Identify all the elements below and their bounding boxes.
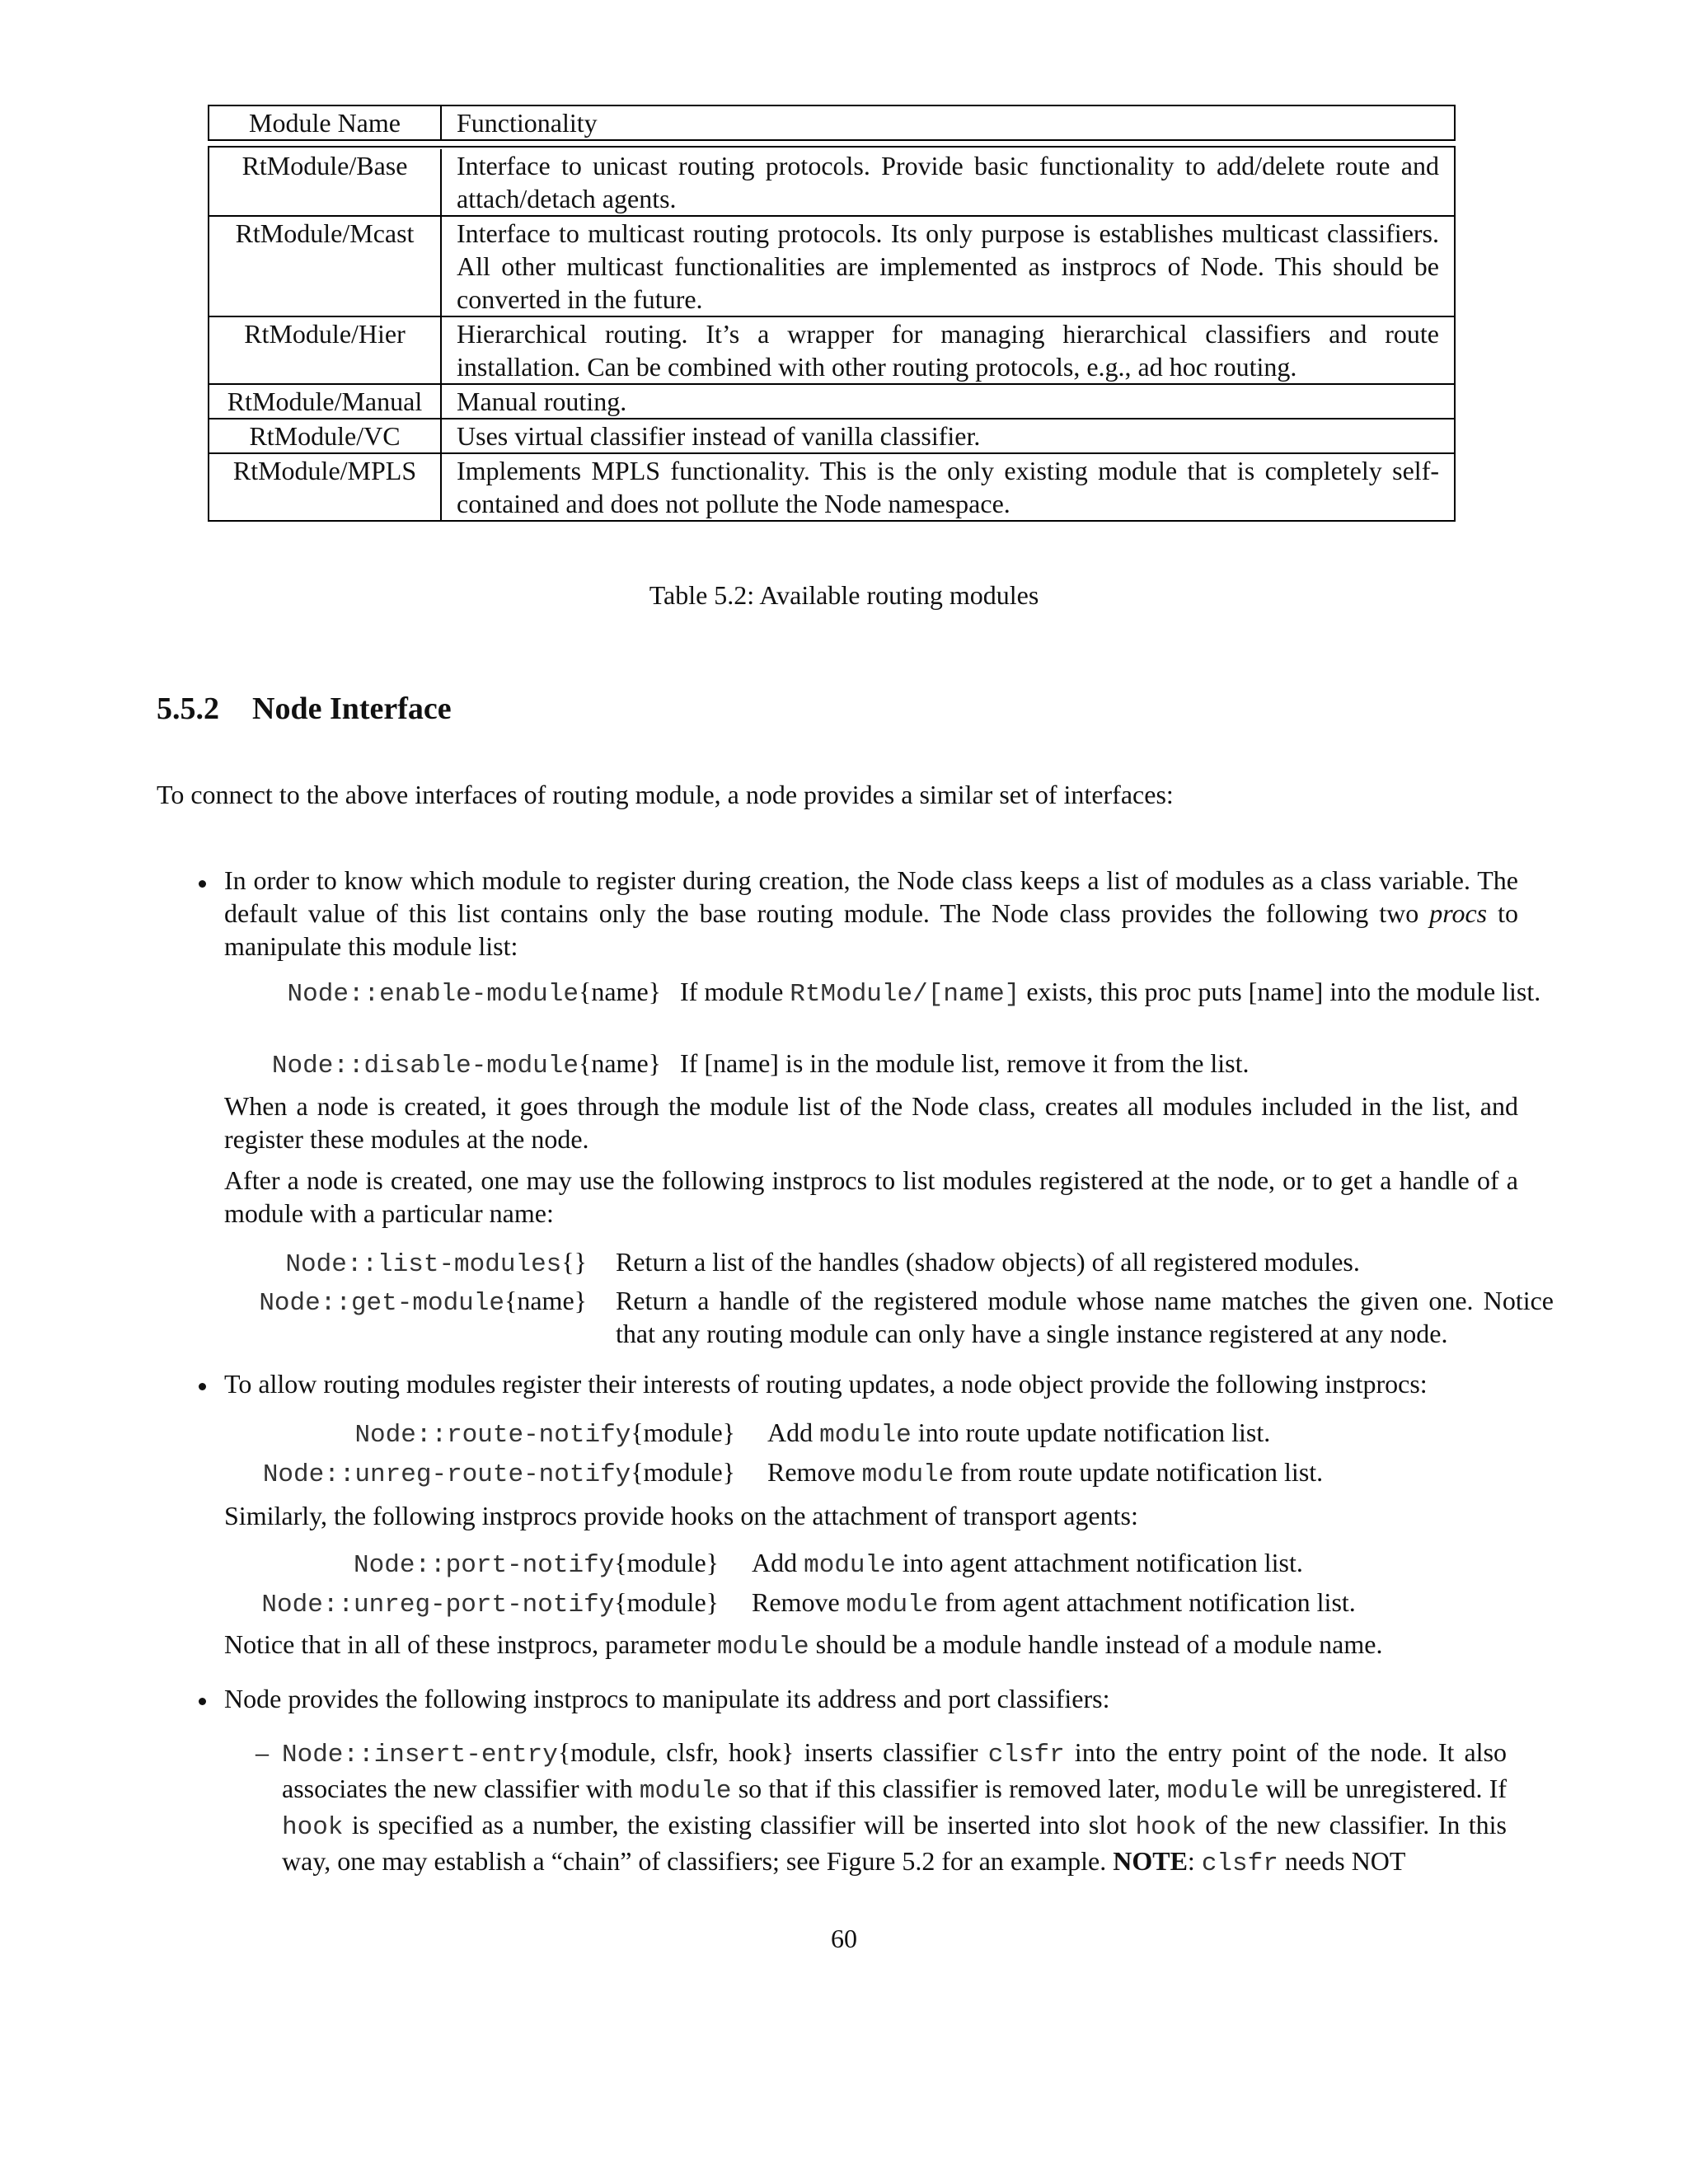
def-term (261, 1586, 719, 1622)
bullet2-paragraph-3 (224, 1628, 1518, 1664)
text-span: should be a module handle instead of a module name. (809, 1629, 1383, 1659)
def-term (263, 1455, 735, 1492)
page-number: 60 (831, 1924, 857, 1953)
table-row (208, 454, 1456, 522)
functionality-cell: Uses virtual classifier instead of vanilla classifier. (457, 421, 981, 451)
bullet-icon (199, 1383, 206, 1390)
def-term (354, 1546, 719, 1582)
def-description (752, 1586, 1551, 1622)
text-span: into the entry point of the node. It also associates the new classifier with (282, 1737, 1507, 1803)
def-description (680, 975, 1554, 1011)
code-text: Node::list-modules (285, 1250, 562, 1279)
code-text: Node::insert-entry (282, 1741, 558, 1769)
routing-modules-table (208, 105, 1456, 522)
bold-text: NOTE (1113, 1846, 1188, 1876)
table-row (208, 385, 1456, 419)
bullet-icon (199, 880, 206, 888)
text-span: exists, this proc puts [name] into the module list. (1020, 977, 1541, 1006)
def-description (767, 1455, 1550, 1492)
code-text: hook (1135, 1813, 1197, 1842)
table-header-row (208, 105, 1456, 141)
bullet3-paragraph: Node provides the following instprocs to manipulate its address and port classifiers: (224, 1684, 1110, 1713)
text-span: Add (767, 1418, 820, 1447)
text-span: Notice that in all of these instprocs, parameter (224, 1629, 718, 1659)
def-term (272, 1047, 661, 1083)
text-span: is specified as a number, the existing classifier will be inserted into slot (343, 1810, 1136, 1840)
text-span: so that if this classifier is removed later, (731, 1774, 1168, 1803)
text-span: If module (680, 977, 790, 1006)
bullet-icon (199, 1698, 206, 1705)
module-name-cell: RtModule/MPLS (209, 454, 442, 520)
section-number: 5.5.2 (157, 691, 219, 726)
arg-text: {module} (614, 1548, 719, 1577)
functionality-cell: Interface to multicast routing protocols. Its only purpose is establishes multicast classifiers. All other multicast functionalities are implemented as instprocs of Node. This should be converted in the future. (457, 218, 1439, 314)
code-text: Node::get-module (259, 1289, 504, 1318)
bullet2-paragraph-2: Similarly, the following instprocs provide hooks on the attachment of transport agents: (224, 1501, 1138, 1530)
text-span: into route update notification list. (911, 1418, 1271, 1447)
bullet2-paragraph: To allow routing modules register their interests of routing updates, a node object provide the following instprocs: (224, 1369, 1428, 1399)
code-text: hook (282, 1813, 344, 1842)
code-text: module (639, 1777, 732, 1806)
insert-entry-paragraph (282, 1736, 1507, 1881)
arg-text: {name} (578, 1048, 661, 1078)
code-text: module (717, 1633, 809, 1661)
code-text: clsfr (1201, 1849, 1278, 1878)
text-span: Add (752, 1548, 804, 1577)
table-row (208, 217, 1456, 317)
code-text: Node::disable-module (271, 1052, 579, 1080)
def-description: Return a list of the handles (shadow objects) of all registered modules. (616, 1247, 1360, 1277)
section-heading (157, 692, 452, 725)
intro-paragraph: To connect to the above interfaces of routing module, a node provides a similar set of interfaces: (157, 780, 1174, 809)
header-functionality: Functionality (457, 108, 598, 138)
text-span: needs NOT (1278, 1846, 1406, 1876)
code-text: clsfr (987, 1741, 1065, 1769)
bullet1-paragraph-3: After a node is created, one may use the following instprocs to list modules registered at the node, or to get a handle of a module with a particular name: (224, 1165, 1518, 1228)
text-span: from agent attachment notification list. (938, 1587, 1356, 1617)
bullet1-paragraph-2: When a node is created, it goes through the module list of the Node class, creates all modules included in the list, and register these modules at the node. (224, 1091, 1518, 1154)
arg-text: {module, clsfr, hook} (557, 1737, 795, 1767)
text-span: into agent attachment notification list. (895, 1548, 1303, 1577)
code-text: module (804, 1551, 896, 1580)
code-text: module (846, 1591, 939, 1619)
text-span: of the new classifier. In this way, one may establish a “chain” of classifiers; see Figure 5.2 for an example. (282, 1810, 1507, 1876)
header-module-name: Module Name (209, 106, 442, 139)
def-term (285, 1245, 587, 1282)
def-description (752, 1546, 1551, 1582)
bullet1-paragraph (224, 864, 1518, 963)
text-span: In order to know which module to register during creation, the Node class keeps a list of modules as a class variable. The default value of this list contains only the base routing module. The Node class provides the following two (224, 865, 1518, 928)
def-description: Return a handle of the registered module whose name matches the given one. Notice that any routing module can only have a single instance registered at any node. (616, 1286, 1554, 1348)
functionality-cell: Hierarchical routing. It’s a wrapper for managing hierarchical classifiers and route installation. Can be combined with other routing protocols, e.g., ad hoc routing. (457, 319, 1439, 382)
module-name-cell: RtModule/Hier (209, 317, 442, 383)
text-span: : (1187, 1846, 1202, 1876)
def-term (288, 975, 661, 1011)
code-text: Node::port-notify (354, 1551, 615, 1580)
text-span: to manipulate this module list: (224, 898, 1518, 961)
arg-text: {module} (614, 1587, 719, 1617)
arg-text: {name} (504, 1286, 587, 1315)
table-row (208, 317, 1456, 385)
functionality-cell: Implements MPLS functionality. This is the only existing module that is completely self-contained and does not pollute the Node namespace. (457, 456, 1439, 518)
arg-text: {name} (578, 977, 661, 1006)
code-text: module (861, 1460, 954, 1489)
functionality-cell: Manual routing. (457, 387, 627, 416)
def-description: If [name] is in the module list, remove it from the list. (680, 1048, 1250, 1078)
text-span: Remove (752, 1587, 846, 1617)
code-text: RtModule/[name] (790, 980, 1020, 1009)
table-row (208, 146, 1456, 217)
text-span: Remove (767, 1457, 862, 1487)
code-text: module (1167, 1777, 1259, 1806)
table-caption: Table 5.2: Available routing modules (649, 580, 1039, 610)
code-text: Node::route-notify (354, 1421, 631, 1450)
code-text: Node::enable-module (287, 980, 579, 1009)
code-text: Node::unreg-port-notify (261, 1591, 615, 1619)
table-row (208, 419, 1456, 454)
module-name-cell: RtModule/Mcast (209, 217, 442, 316)
arg-text: {module} (631, 1418, 735, 1447)
arg-text: {module} (631, 1457, 735, 1487)
code-text: module (819, 1421, 912, 1450)
def-term (259, 1284, 587, 1320)
section-title: Node Interface (252, 691, 452, 726)
text-span: from route update notification list. (954, 1457, 1324, 1487)
arg-text: {} (561, 1247, 587, 1277)
def-term (354, 1416, 735, 1452)
dash-marker: – (256, 1737, 269, 1767)
emphasis-text: procs (1429, 898, 1488, 928)
module-name-cell: RtModule/Base (209, 149, 442, 215)
functionality-cell: Interface to unicast routing protocols. Provide basic functionality to add/delete route and attach/detach agents. (457, 151, 1439, 213)
def-description (767, 1416, 1550, 1452)
text-span: will be unregistered. If (1259, 1774, 1507, 1803)
text-span: inserts classifier (794, 1737, 988, 1767)
code-text: Node::unreg-route-notify (262, 1460, 631, 1489)
module-name-cell: RtModule/Manual (209, 385, 442, 418)
module-name-cell: RtModule/VC (209, 419, 442, 452)
